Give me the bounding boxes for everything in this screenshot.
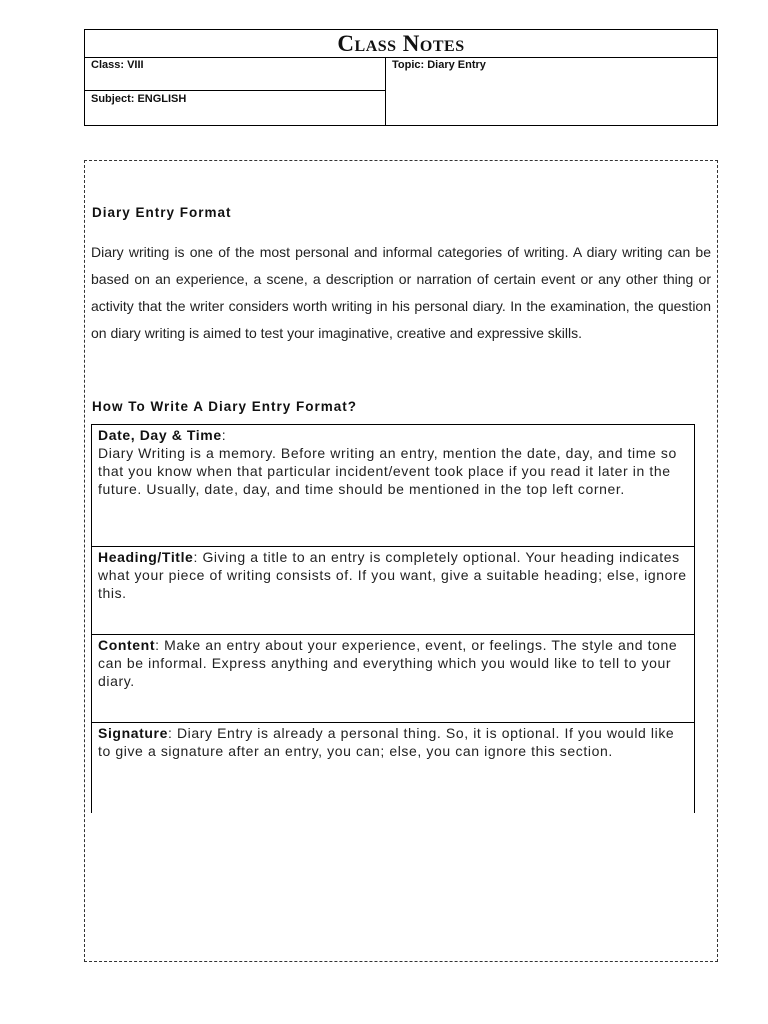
format-text: Make an entry about your experience, event, or feelings. The style and tone can be informal. Express anything and everything which you would like to tell to your diary. <box>98 637 678 689</box>
class-label: Class: VIII <box>85 57 385 91</box>
format-term: Heading/Title <box>98 549 194 565</box>
format-row-heading <box>92 547 694 635</box>
format-separator: : <box>193 549 198 565</box>
format-separator: : <box>155 637 160 653</box>
header-left-column <box>85 57 386 125</box>
format-row-date <box>92 425 694 547</box>
notes-content-box <box>84 160 718 962</box>
format-text: Giving a title to an entry is completely optional. Your heading indicates what your piece of writing consists of. If you want, give a suitable heading; else, ignore this. <box>98 549 687 601</box>
subject-label: Subject: ENGLISH <box>91 93 187 105</box>
section-heading: Diary Entry Format <box>92 205 232 220</box>
format-term: Signature <box>98 725 168 741</box>
format-text: Diary Entry is already a personal thing. So, it is optional. If you would like to give a signature after an entry, you can; else, you can ignore this section. <box>98 725 675 759</box>
format-term: Content <box>98 637 156 653</box>
page-title: Class Notes <box>85 30 717 58</box>
format-table <box>91 424 695 813</box>
class-notes-header <box>84 29 718 126</box>
format-separator: : <box>167 725 173 741</box>
format-row-signature <box>92 723 694 813</box>
format-subheading: How To Write A Diary Entry Format? <box>92 399 358 414</box>
format-term: Date, Day & Time <box>98 427 222 443</box>
format-row-content <box>92 635 694 723</box>
intro-paragraph: Diary writing is one of the most personal and informal categories of writing. A diary writing can be based on an experience, a scene, a description or narration of certain event or any other thing or activity that the writer considers worth writing in his personal diary. In the examination, the question on diary writing is aimed to test your imaginative, creative and expressive skills. <box>91 244 711 341</box>
format-separator: : <box>221 427 227 443</box>
format-text: Diary Writing is a memory. Before writing an entry, mention the date, day, and time so that you know when that particular incident/event took place if you read it later in the future. Usually, date, day, and time should be mentioned in the top left corner. <box>98 445 677 497</box>
topic-label: Topic: Diary Entry <box>392 59 486 71</box>
